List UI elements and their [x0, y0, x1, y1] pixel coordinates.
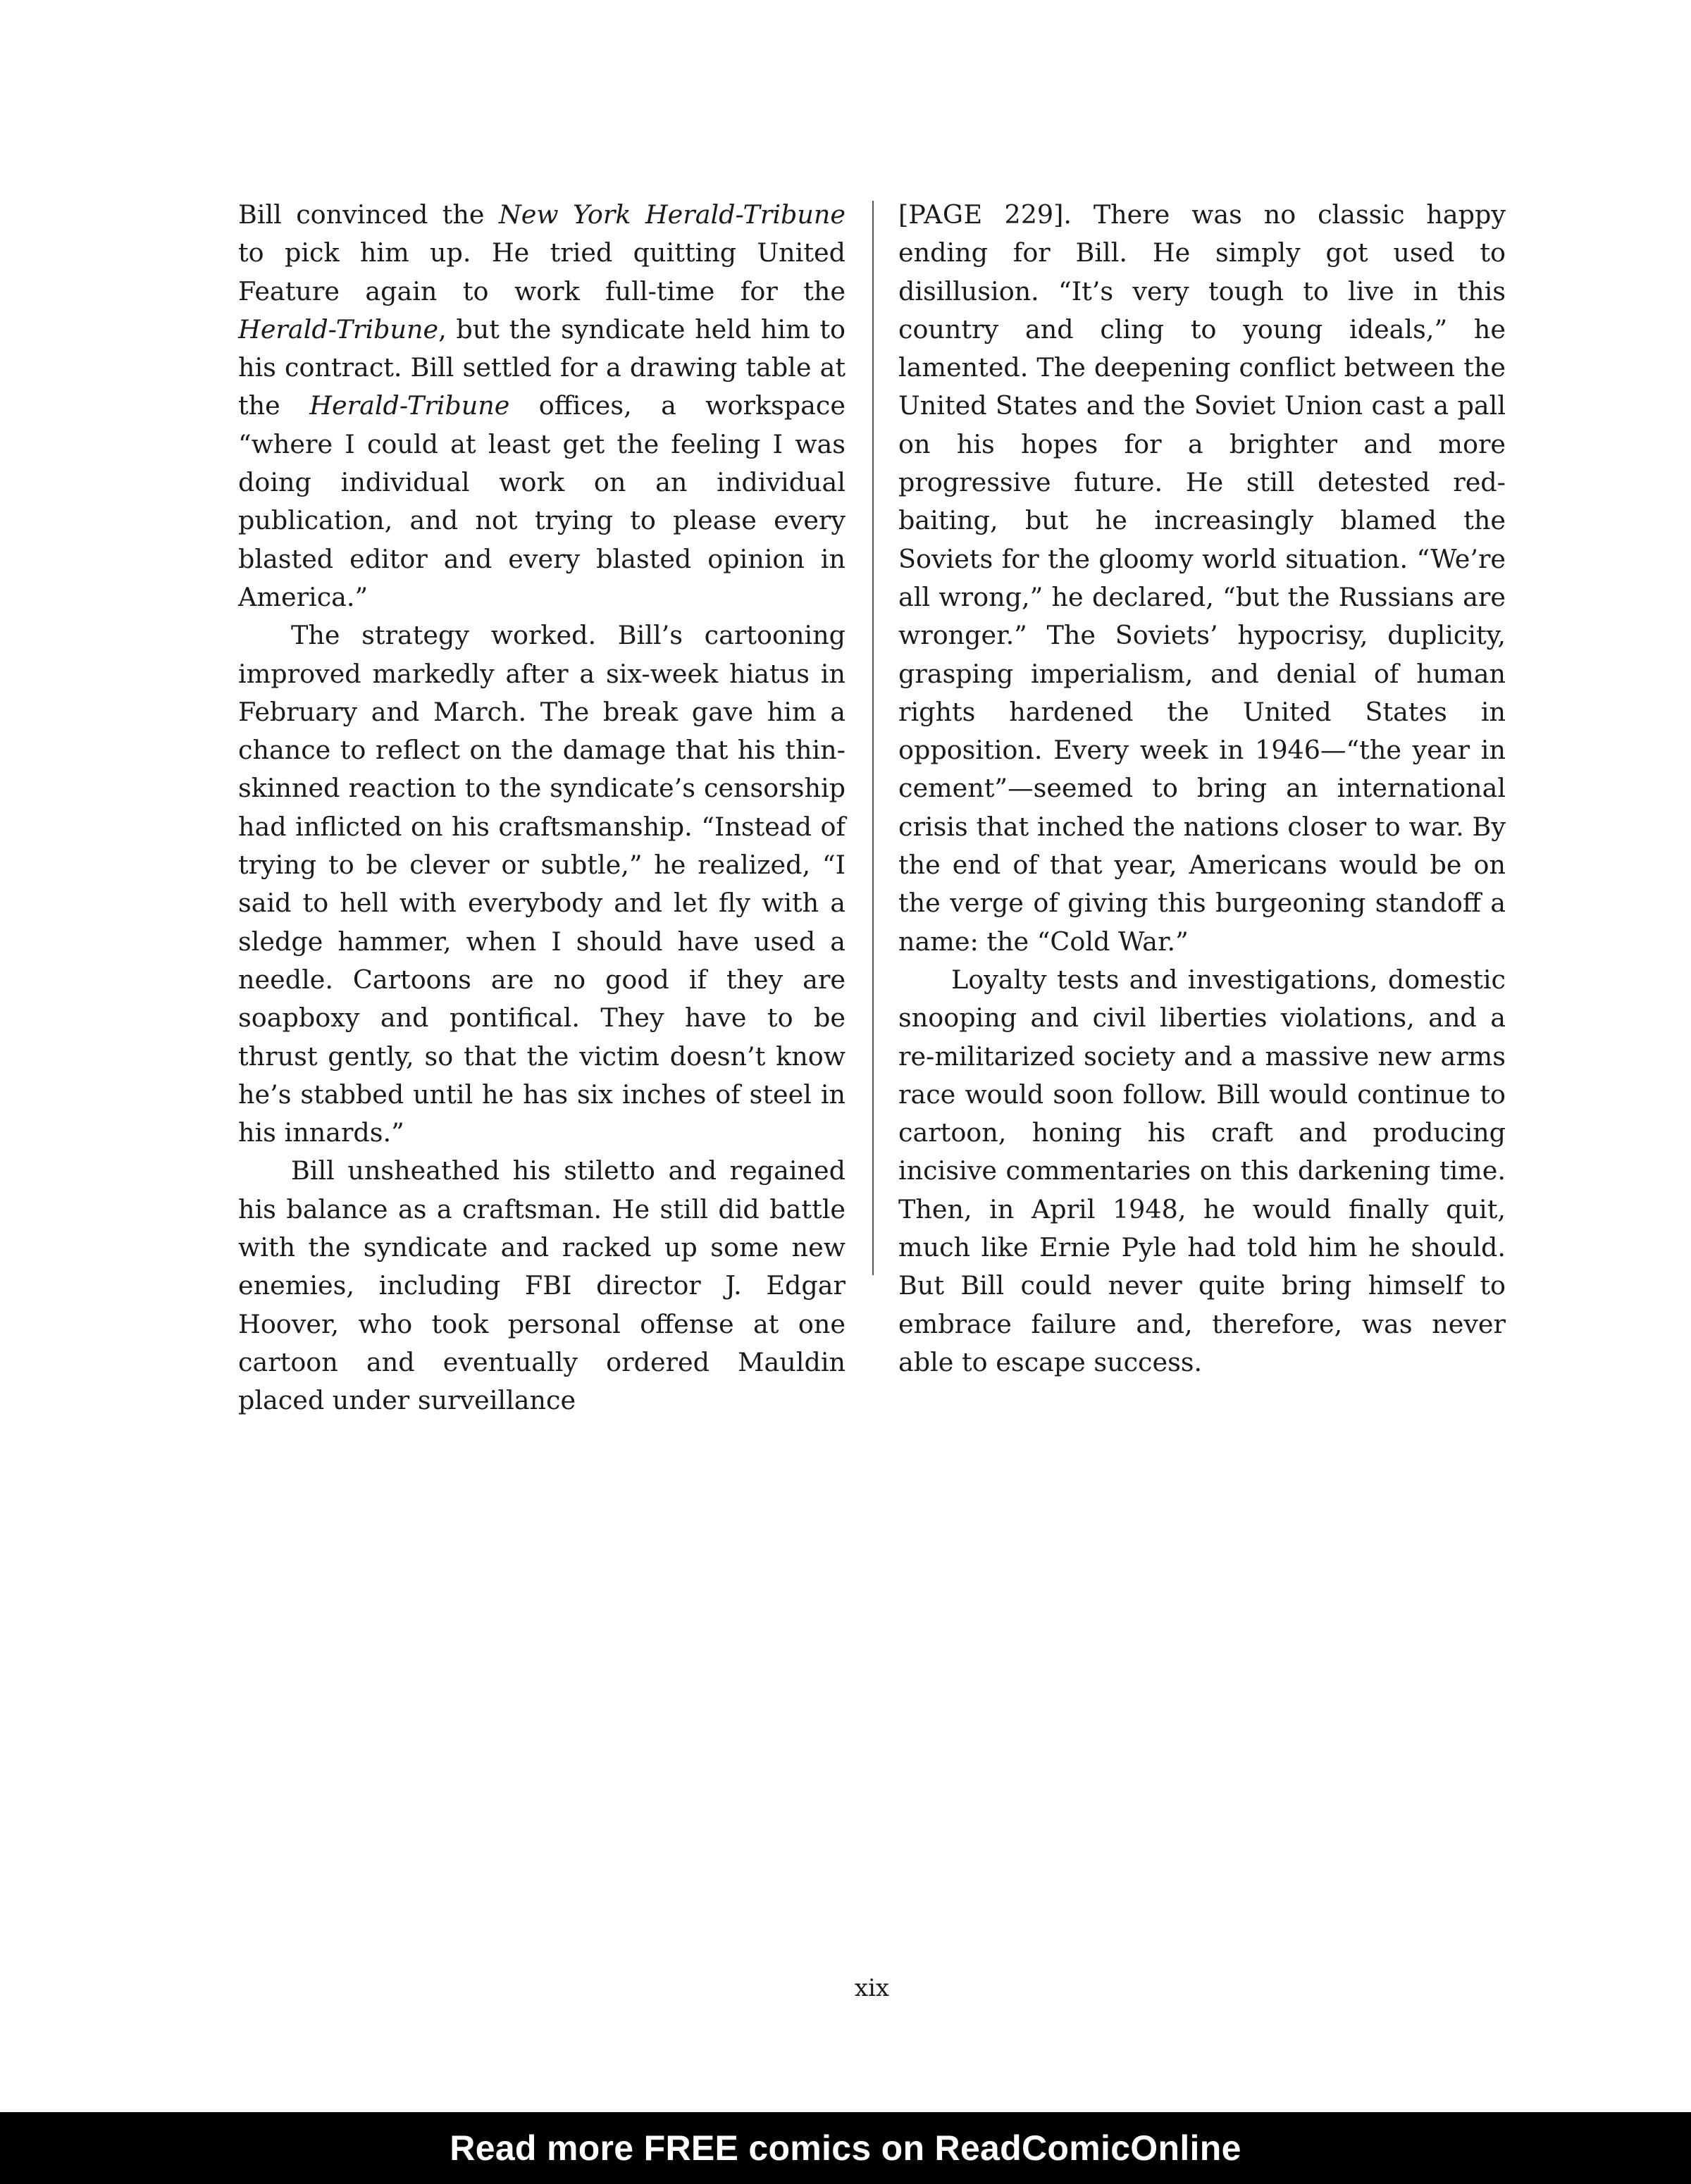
publication-title: New York Herald-Tribune: [498, 199, 846, 230]
left-text-column: [238, 196, 846, 1420]
text-run: , but the syndicate held him to his contract. Bill settled for a drawing table at the: [238, 314, 846, 421]
paragraph-1: [238, 196, 846, 616]
promo-banner[interactable]: [0, 2112, 1691, 2184]
text-run: to pick him up. He tried quitting United Feature again to work full-time for the: [238, 237, 846, 306]
paragraph-2: The strategy worked. Bill’s cartooning improved markedly after a six-week hiatus in February and March. The break gave him a chance to reflect on the damage that his thin-skinned reaction to the syndicate’s censorship had inflicted on his craftsmanship. “Instead of trying to be clever or subtle,” he realized, “I said to hell with everybody and let fly with a sledge hammer, when I should have used a needle. Cartoons are no good if they are soapboxy and pontifical. They have to be thrust gently, so that the victim doesn’t know he’s stabbed until he has six inches of steel in his innards.”: [238, 620, 846, 1148]
publication-title: Herald-Tribune: [309, 390, 510, 421]
publication-title: Herald-Tribune: [238, 314, 439, 345]
banner-text[interactable]: Read more FREE comics on ReadComicOnline: [450, 2128, 1241, 2168]
text-run: offices, a workspace “where I could at least get the feeling I was doing individual work on an individual publication, and not trying to please every blasted editor and every blasted opinion in America.”: [238, 390, 846, 612]
page-ref-bracket: [: [898, 199, 909, 230]
text-run: . There was no classic happy ending for Bill. He simply got used to disillusion. “It’s very tough to live in this country and cling to young ideals,” he lamented. The deepening conflict between the United States and the Soviet Union cast a pall on his hopes for a brighter and more progressive future. He still detested red-baiting, but he increasingly blamed the Soviets for the gloomy world situation. “We’re all wrong,” he declared, “but the Russians are wronger.” The Soviets’ hypocrisy, duplicity, grasping imperialism, and denial of human rights hardened the United States in opposition. Every week in 1946—“the year in cement”—seemed to bring an international crisis that inched the nations closer to war. By the end of that year, Americans would be on the verge of giving this burgeoning standoff a name: the “Cold War.”: [898, 199, 1506, 957]
column-divider: [872, 201, 874, 1275]
paragraph-2: Loyalty tests and investigations, domestic snooping and civil liberties violations, and a re-militarized society and a massive new arms race would soon follow. Bill would continue to cartoon, honing his craft and producing incisive commentaries on this darkening time. Then, in April 1948, he would finally quit, much like Ernie Pyle had told him he should. But Bill could never quite bring himself to embrace failure and, therefore, was never able to escape success.: [898, 964, 1506, 1377]
page-ref-number: 229]: [982, 199, 1064, 230]
text-run: Bill convinced the: [238, 199, 499, 230]
paragraph-1: [898, 196, 1506, 961]
right-text-column: [898, 196, 1506, 1382]
page-ref-label: PAGE: [908, 199, 983, 230]
paragraph-3: Bill unsheathed his stiletto and regained his balance as a craftsman. He still did battle with the syndicate and racked up some new enemies, including FBI director J. Edgar Hoover, who took personal offense at one cartoon and eventually ordered Mauldin placed under surveillance: [238, 1155, 846, 1416]
page-number: xix: [854, 1974, 890, 2002]
